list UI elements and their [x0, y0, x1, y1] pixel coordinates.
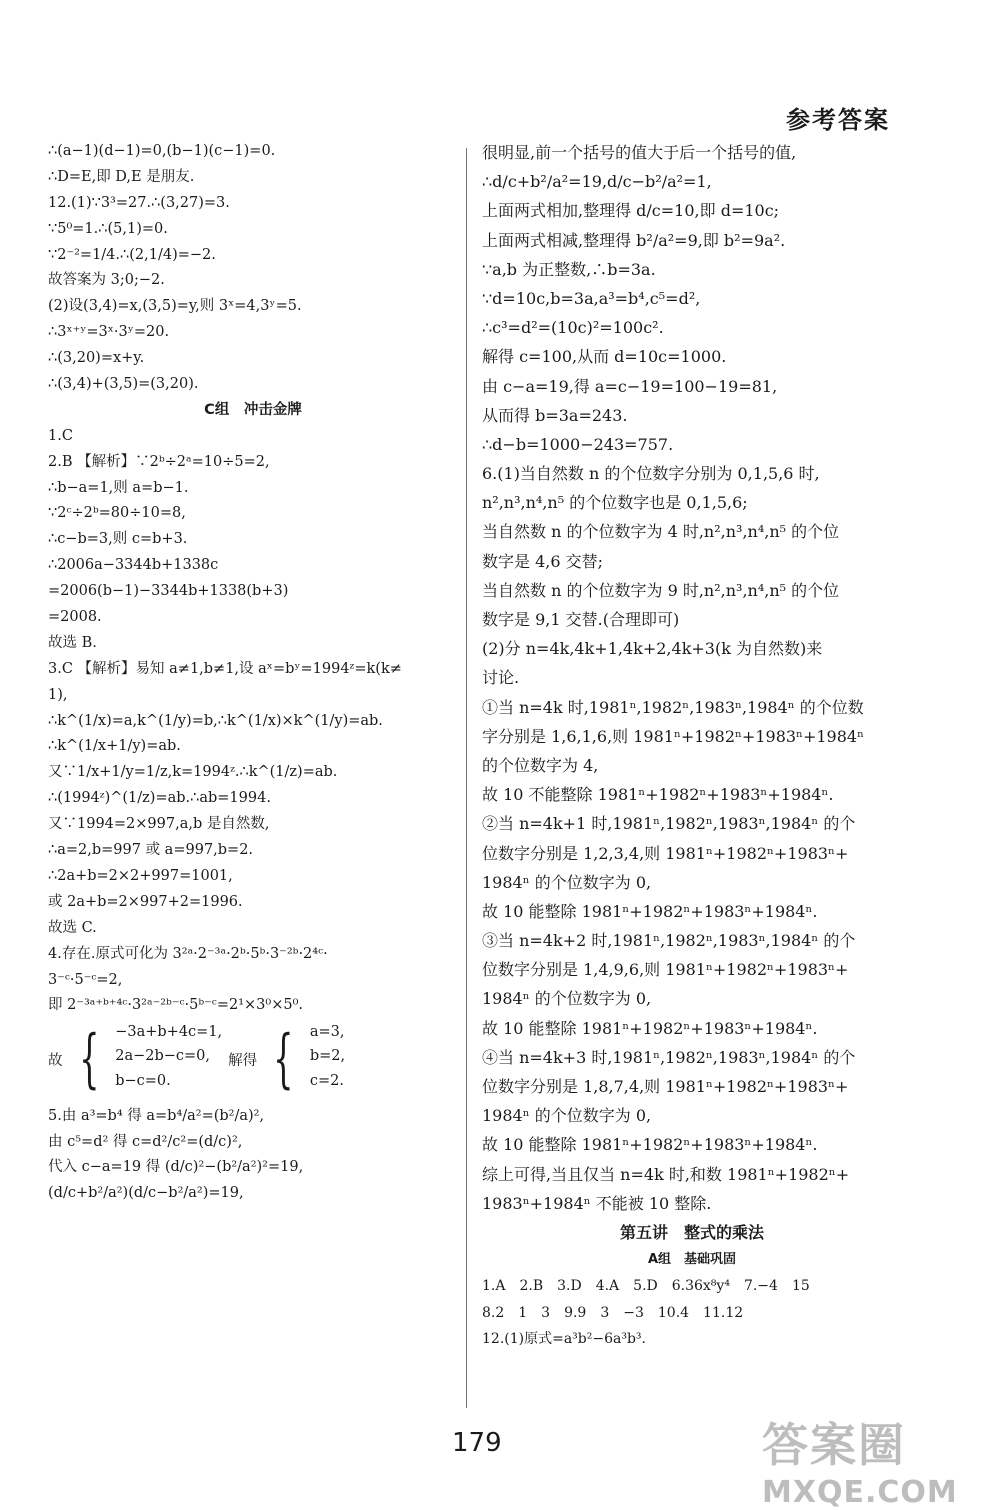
system-label: 故 — [48, 1052, 63, 1069]
left-brace-icon: { — [273, 1022, 294, 1097]
text-line: 12.(1)∵3³=27.∴(3,27)=3. — [48, 194, 230, 211]
column-divider — [466, 148, 467, 1408]
system-solutions — [310, 1023, 345, 1095]
text-line: 故 10 能整除 1981ⁿ+1982ⁿ+1983ⁿ+1984ⁿ. — [482, 1135, 818, 1155]
text-line: 1), — [48, 686, 68, 703]
text-line: ∵5⁰=1.∴(5,1)=0. — [48, 220, 168, 237]
text-line: (2)分 n=4k,4k+1,4k+2,4k+3(k 为自然数)来 — [482, 639, 823, 659]
text-line: 很明显,前一个括号的值大于后一个括号的值, — [482, 143, 797, 162]
text-line: (d/c+b²/a²)(d/c−b²/a²)=19, — [48, 1185, 244, 1202]
text-line: 上面两式相加,整理得 d/c=10,即 d=10c; — [482, 201, 780, 221]
text-line: ∴c−b=3,则 c=b+3. — [48, 531, 188, 548]
section-subtitle: A组 基础巩固 — [647, 1252, 737, 1268]
page-number: 179 — [452, 1428, 502, 1458]
text-line: ∴(3,4)+(3,5)=(3,20). — [48, 376, 199, 393]
text-line: 1984ⁿ 的个位数字为 0, — [482, 989, 652, 1009]
solution: a=3, — [309, 1024, 345, 1041]
text-line: 当自然数 n 的个位数字为 9 时,n²,n³,n⁴,n⁵ 的个位 — [482, 580, 840, 600]
text-line: (2)设(3,4)=x,(3,5)=y,则 3ˣ=4,3ʸ=5. — [48, 298, 302, 315]
header-title: 参考答案 — [786, 106, 890, 134]
text-line: ∵d=10c,b=3a,a³=b⁴,c⁵=d², — [482, 288, 701, 308]
solution: b=2, — [309, 1048, 346, 1065]
text-line: ∴(a−1)(d−1)=0,(b−1)(c−1)=0. — [48, 143, 276, 159]
text-line: =2006(b−1)−3344b+1338(b+3) — [48, 583, 289, 600]
text-line: 故 10 不能整除 1981ⁿ+1982ⁿ+1983ⁿ+1984ⁿ. — [482, 785, 834, 805]
text-line: ③当 n=4k+2 时,1981ⁿ,1982ⁿ,1983ⁿ,1984ⁿ 的个 — [482, 931, 856, 951]
text-line: 1984ⁿ 的个位数字为 0, — [482, 1106, 652, 1126]
text-line: 1984ⁿ 的个位数字为 0, — [482, 872, 652, 892]
text-line: ∴k^(1/x)=a,k^(1/y)=b,∴k^(1/x)×k^(1/y)=ab. — [48, 712, 383, 729]
text-line: 位数字分别是 1,2,3,4,则 1981ⁿ+1982ⁿ+1983ⁿ+ — [482, 843, 849, 863]
text-line: 即 2⁻³ᵃ⁺ᵇ⁺⁴ᶜ·3²ᵃ⁻²ᵇ⁻ᶜ·5ᵇ⁻ᶜ=2¹×3⁰×5⁰. — [48, 997, 303, 1014]
text-line: 故答案为 3;0;−2. — [48, 272, 165, 289]
left-brace-icon: { — [78, 1022, 100, 1097]
text-line: 位数字分别是 1,8,7,4,则 1981ⁿ+1982ⁿ+1983ⁿ+ — [482, 1077, 849, 1096]
text-line: ∴D=E,即 D,E 是朋友. — [48, 168, 195, 185]
right-column — [482, 143, 902, 1358]
text-line: 讨论. — [482, 668, 520, 688]
text-line: 数字是 4,6 交替; — [482, 551, 604, 571]
left-column — [48, 143, 458, 1211]
text-line: 又∵1/x+1/y=1/z,k=1994ᶻ.∴k^(1/z)=ab. — [48, 764, 338, 781]
text-line: ∴a=2,b=997 或 a=997,b=2. — [48, 842, 254, 859]
answer-line: 1.A 2.B 3.D 4.A 5.D 6.36x⁸y⁴ 7.−4 15 — [482, 1277, 810, 1294]
text-line: ∴3ˣ⁺ʸ=3ˣ·3ʸ=20. — [48, 324, 170, 341]
text-line: 3.C 【解析】易知 a≠1,b≠1,设 aˣ=bʸ=1994ᶻ=k(k≠ — [48, 660, 402, 677]
text-line: 解得 c=100,从而 d=10c=1000. — [482, 347, 727, 367]
section-heading: C组 冲击金牌 — [204, 401, 302, 418]
text-line: ∵a,b 为正整数,∴b=3a. — [482, 259, 656, 279]
text-line: 故 10 能整除 1981ⁿ+1982ⁿ+1983ⁿ+1984ⁿ. — [482, 901, 818, 921]
text-line: =2008. — [48, 609, 102, 626]
equation: b−c=0. — [115, 1072, 171, 1089]
text-line: 数字是 9,1 交替.(合理即可) — [482, 610, 680, 629]
answer-line: 12.(1)原式=a³b²−6a³b³. — [482, 1331, 646, 1348]
text-line: ∴k^(1/x+1/y)=ab. — [48, 738, 181, 755]
text-line: 从而得 b=3a=243. — [482, 405, 628, 425]
text-line: ∴2a+b=2×2+997=1001, — [48, 867, 233, 884]
text-line: 1983ⁿ+1984ⁿ 不能被 10 整除. — [482, 1193, 712, 1213]
watermark-site: MXQE.COM — [762, 1475, 958, 1510]
answer-line: 8.2 1 3 9.9 3 −3 10.4 11.12 — [482, 1304, 744, 1321]
text-line: ∴(3,20)=x+y. — [48, 350, 145, 367]
text-line: ∴b−a=1,则 a=b−1. — [48, 479, 189, 496]
equation: −3a+b+4c=1, — [115, 1024, 223, 1041]
text-line: 由 c−a=19,得 a=c−19=100−19=81, — [482, 376, 778, 396]
text-line: 或 2a+b=2×997+2=1996. — [48, 893, 243, 910]
text-line: 故选 B. — [48, 634, 97, 651]
text-line: 由 c⁵=d² 得 c=d²/c²=(d/c)², — [48, 1133, 243, 1150]
text-line: ①当 n=4k 时,1981ⁿ,1982ⁿ,1983ⁿ,1984ⁿ 的个位数 — [482, 697, 864, 717]
text-line: 位数字分别是 1,4,9,6,则 1981ⁿ+1982ⁿ+1983ⁿ+ — [482, 960, 849, 980]
text-line: 2.B 【解析】∵2ᵇ÷2ᵃ=10÷5=2, — [48, 453, 270, 470]
text-line: ②当 n=4k+1 时,1981ⁿ,1982ⁿ,1983ⁿ,1984ⁿ 的个 — [482, 814, 856, 834]
text-line: 5.由 a³=b⁴ 得 a=b⁴/a²=(b²/a)², — [48, 1107, 265, 1124]
text-line: 的个位数字为 4, — [482, 755, 599, 775]
equation-system — [48, 1023, 458, 1095]
text-line: 当自然数 n 的个位数字为 4 时,n²,n³,n⁴,n⁵ 的个位 — [482, 522, 840, 542]
text-line: 字分别是 1,6,1,6,则 1981ⁿ+1982ⁿ+1983ⁿ+1984ⁿ — [482, 726, 865, 746]
text-line: 上面两式相减,整理得 b²/a²=9,即 b²=9a². — [482, 230, 786, 250]
text-line: 故选 C. — [48, 919, 97, 936]
text-line: ④当 n=4k+3 时,1981ⁿ,1982ⁿ,1983ⁿ,1984ⁿ 的个 — [482, 1047, 856, 1067]
solution: c=2. — [309, 1072, 344, 1089]
text-line: ∴d/c+b²/a²=19,d/c−b²/a²=1, — [482, 172, 712, 192]
text-line: ∴c³=d²=(10c)²=100c². — [482, 318, 664, 338]
text-line: 1.C — [48, 427, 73, 444]
text-line: ∵2ᶜ÷2ᵇ=80÷10=8, — [48, 505, 186, 522]
text-line: ∴(1994ᶻ)^(1/z)=ab.∴ab=1994. — [48, 790, 271, 807]
text-line: 代入 c−a=19 得 (d/c)²−(b²/a²)²=19, — [48, 1159, 304, 1176]
text-line: 综上可得,当且仅当 n=4k 时,和数 1981ⁿ+1982ⁿ+ — [482, 1164, 850, 1184]
text-line: ∵2⁻²=1/4.∴(2,1/4)=−2. — [48, 246, 216, 263]
watermark-logo — [762, 1409, 982, 1510]
system-equations — [115, 1023, 222, 1095]
text-line: 4.存在.原式可化为 3²ᵃ·2⁻³ᵃ·2ᵇ·5ᵇ·3⁻²ᵇ·2⁴ᶜ· — [48, 945, 328, 962]
text-line: ∴2006a−3344b+1338c — [48, 557, 219, 574]
text-line: ∴d−b=1000−243=757. — [482, 434, 674, 454]
text-line: 6.(1)当自然数 n 的个位数字分别为 0,1,5,6 时, — [482, 464, 820, 484]
text-line: 又∵1994=2×997,a,b 是自然数, — [48, 816, 270, 833]
section-title: 第五讲 整式的乘法 — [619, 1222, 764, 1242]
equation: 2a−2b−c=0, — [115, 1048, 210, 1065]
solve-label: 解得 — [228, 1052, 258, 1069]
text-line: n²,n³,n⁴,n⁵ 的个位数字也是 0,1,5,6; — [482, 493, 748, 513]
watermark-text: 答案圈 — [762, 1418, 906, 1472]
text-line: 3⁻ᶜ·5⁻ᶜ=2, — [48, 971, 123, 988]
text-line: 故 10 能整除 1981ⁿ+1982ⁿ+1983ⁿ+1984ⁿ. — [482, 1018, 818, 1038]
